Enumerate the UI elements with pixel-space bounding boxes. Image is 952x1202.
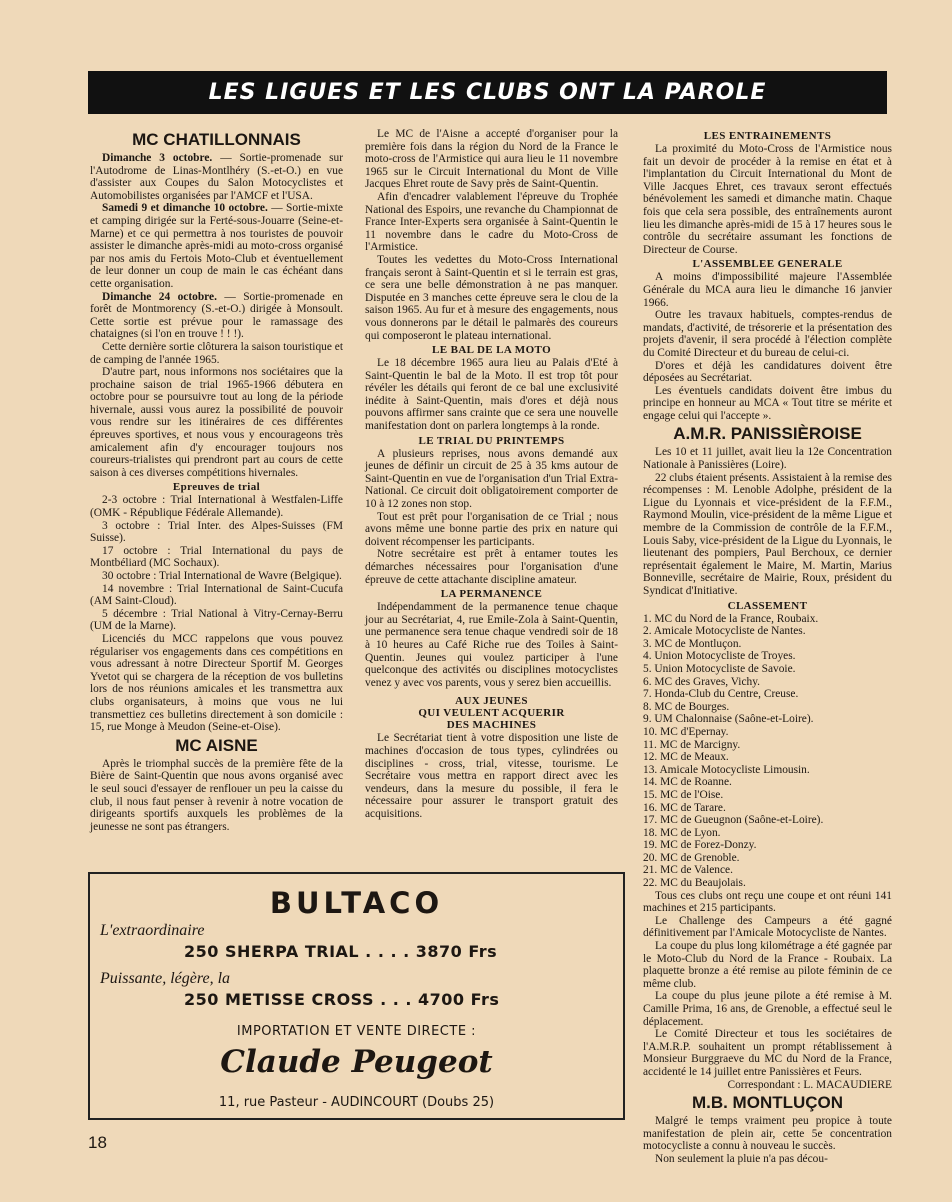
paragraph: Notre secrétaire est prêt à entamer toutes les démarches nécessaires pour l'organisation d'une épreuve de cette attachante discipline amateur. [365, 548, 618, 586]
column-1 [90, 128, 343, 833]
heading-amr: A.M.R. PANISSIÈROISE [673, 424, 862, 444]
heading-entrainements: LES ENTRAINEMENTS [703, 130, 832, 142]
heading-classement: CLASSEMENT [727, 599, 808, 612]
event-item: 30 octobre : Trial International de Wavre (Belgique). [102, 570, 342, 582]
event-item: 14 novembre : Trial International de Saint-Cucufa (AM Saint-Cloud). [90, 582, 343, 608]
heading-trial: LE TRIAL DU PRINTEMPS [418, 434, 565, 447]
paragraph: La coupe du plus long kilométrage a été gagnée par le Moto-Club du Nord de la France - Roubaix. La plaquette bronze a été remise au pilote féminin de ce même club. [643, 940, 892, 990]
page-number: 18 [88, 1133, 107, 1152]
list-item: 22. MC du Beaujolais. [643, 877, 746, 890]
column-3 [643, 128, 892, 1166]
date-lead: Dimanche 24 octobre. [102, 290, 217, 303]
list-item: 4. Union Motocycliste de Troyes. [643, 650, 796, 663]
paragraph: Toutes les vedettes du Moto-Cross International français seront à Saint-Quentin et si le terrain est gras, ce sera une belle démonstration à ne pas manquer. Disputée en 3 manches cette épreuve sera le clou de la saison 1965. Au fur et à mesure des engagements, nous vous donnerons par le détail le palmarès des coureurs qui composeront le plateau international. [365, 253, 618, 342]
event-item: 5 décembre : Trial National à Vitry-Cernay-Berru (UM de la Marne). [90, 607, 343, 633]
list-item: 5. Union Motocycliste de Savoie. [643, 662, 796, 675]
paragraph-text: — Sortie-promenade sur l'Autodrome de Linas-Montlhéry (S.-et-O.) en vue d'assister aux Coupes du Salon Motocyclistes et Automobilistes organisées par l'AMCF et l'USA. [90, 152, 343, 202]
paragraph: Cette dernière sortie clôturera la saison touristique et de camping de l'année 1965. [90, 340, 343, 366]
bultaco-advertisement [88, 872, 625, 1120]
paragraph: Non seulement la pluie n'a pas décou- [655, 1152, 828, 1165]
list-item: 19. MC de Forez-Donzy. [643, 839, 757, 852]
date-lead: Samedi 9 et dimanche 10 octobre. [102, 202, 268, 215]
list-item: 11. MC de Marcigny. [643, 738, 741, 751]
event-item: 2-3 octobre : Trial International à Westfalen-Liffe (OMK - République Fédérale Allemande). [90, 494, 343, 520]
list-item: 12. MC de Meaux. [643, 751, 729, 764]
list-item: 16. MC de Tarare. [643, 801, 726, 814]
list-item: 17. MC de Gueugnon (Saône-et-Loire). [643, 814, 824, 827]
ad-tagline: L'extraordinaire [100, 922, 205, 939]
section-banner: LES LIGUES ET LES CLUBS ONT LA PAROLE [88, 71, 887, 114]
list-item: 3. MC de Montluçon. [643, 637, 742, 650]
column-2 [365, 128, 618, 821]
paragraph: Licenciés du MCC rappelons que vous pouvez régulariser vos engagements dans ces compétitions en vous adressant à notre Directeur Sportif M. Georges Yvetot qui se chargera de la réception de vos bulletins lors de nos réunions amicales et les transmettra aux clubs organisateurs, à moins que vous ne lui transmettiez ces bulletins directement à son domicile : 15, rue Monge à Meudon (Seine-et-Oise). [90, 632, 343, 734]
heading-line: DES MACHINES [446, 719, 537, 732]
paragraph: Les éventuels candidats doivent être imbus du principe en honneur au MCA « Tout titre se mérite et engage celui qui l'accepte ». [643, 384, 892, 422]
list-item: 8. MC de Bourges. [643, 700, 730, 713]
paragraph: Outre les travaux habituels, comptes-rendus de mandats, d'activité, de trésorerie et la présentation des projets d'avenir, il sera procédé à l'élection complète du Comité Directeur et du bureau de celui-ci. [643, 309, 892, 359]
ad-address: 11, rue Pasteur - AUDINCOURT (Doubs 25) [218, 1095, 495, 1110]
paragraph: D'ores et déjà les candidatures doivent être déposées au Secrétariat. [643, 359, 892, 385]
paragraph: Le MC de l'Aisne a accepté d'organiser pour la première fois dans la région du Nord de la France le moto-cross de l'Armistice qui aura lieu le 11 novembre 1965 sur le Circuit International du Mont de Ville Jacques Ehret route de Savy près de Saint-Quentin. [365, 128, 618, 191]
paragraph: Tout est prêt pour l'organisation de ce Trial ; nous avons même une bonne partie des prix en nature qui doivent récompenser les participants. [365, 510, 618, 548]
heading-line: AUX JEUNES [455, 695, 528, 708]
list-item: 20. MC de Grenoble. [643, 851, 740, 864]
event-item: 3 octobre : Trial Inter. des Alpes-Suisses (FM Suisse). [90, 519, 343, 545]
paragraph-text: — Sortie-promenade en forêt de Montmorency (S.-et-O.) dirigée à Monsoult. Cette sortie est prévue pour le ramassage des chataignes (si l'on en trouve ! ! !). [90, 290, 343, 341]
paragraph: Malgré le temps vraiment peu propice à toute manifestation de plein air, cette 5e concentration motocycliste a connu à nouveau le succès. [643, 1115, 892, 1153]
event-item: 17 octobre : Trial International du pays de Montbéliard (MC Sochaux). [90, 544, 343, 570]
paragraph: Indépendamment de la permanence tenue chaque jour au Secrétariat, 4, rue Emile-Zola à Saint-Quentin, une permanence sera tenue chaque vendredi soir de 18 à 10 heures au Café Riche rue des Toiles à Saint-Quentin. Jeunes qui voulez participer à l'une quelconque des activités ou disciplines motocyclistes venez y avec vos parents, vous y serez bien accueillis. [365, 601, 618, 689]
heading-mc-chatillonnais: MC CHATILLONNAIS [132, 130, 301, 149]
heading-line: QUI VEULENT ACQUERIR [418, 707, 565, 720]
list-item: 2. Amicale Motocycliste de Nantes. [643, 625, 806, 638]
list-item: 10. MC d'Epernay. [643, 725, 729, 738]
heading-epreuves: Epreuves de trial [172, 481, 261, 494]
paragraph: 22 clubs étaient présents. Assistaient à la remise des récompenses : M. Lenoble Adolphe, président de la Ligue du Lyonnais et vice-président de la F.F.M., Raymond Moulin, vice-président de la même Ligue et membre de la Commission de contrôle de la F.F.M., Louis Saby, vice-président de la Ligue du Lyonnais, le lieutenant des pompiers, Paul Berchoux, ce dernier représentait également le Maire, M. Martin, Marius Bonneville, secrétaire de Mairie, Roux, président du Syndicat d'Initiative. [643, 471, 892, 597]
heading-assemblee: L'ASSEMBLEE GENERALE [692, 258, 843, 271]
brand-logo: BULTACO [269, 886, 444, 920]
list-item: 13. Amicale Motocycliste Limousin. [643, 763, 810, 776]
heading-permanence: LA PERMANENCE [440, 588, 543, 601]
list-item: 9. UM Chalonnaise (Saône-et-Loire). [643, 713, 814, 726]
classement-list [643, 613, 892, 890]
date-lead: Dimanche 3 octobre. [102, 152, 213, 164]
ad-import-line: IMPORTATION ET VENTE DIRECTE : [236, 1024, 477, 1039]
paragraph [90, 152, 343, 202]
heading-mc-aisne: MC AISNE [175, 735, 258, 755]
paragraph: Le 18 décembre 1965 aura lieu au Palais d'Eté à Saint-Quentin le bal de la Moto. Il est trop tôt pour révéler les détails qui feront de ce bal une exclusivité inédite à Saint-Quentin, mais d'ores et déjà nous pouvons affirmer sans crainte que ce sera une nouvelle manifestation dont on parlera longtemps à la ronde. [365, 357, 618, 433]
heading-mb-montlucon: M.B. MONTLUÇON [691, 1093, 844, 1113]
list-item: 21. MC de Valence. [643, 864, 733, 877]
heading-jeunes [365, 695, 618, 731]
heading-bal: LE BAL DE LA MOTO [431, 344, 552, 357]
paragraph: Le Secrétariat tient à votre disposition une liste de machines d'occasion de tous types, cylindrées ou disciplines - cross, trial, vitesse, tourisme. Le Secrétaire vous mettra en rapport direct avec les vendeurs, dans la mesure du possible, il fera le nécessaire pour assurer le transport gratuit des acquisitions. [365, 732, 618, 820]
ad-price-line: 250 METISSE CROSS . . . 4700 Frs [184, 990, 500, 1009]
paragraph: Après le triomphal succès de la première fête de la Bière de Saint-Quentin que nous avons organisé avec le seul souci d'essayer de renflouer un peu la caisse du club, il nous faut penser à revenir à notre vocation de dirigeants sportifs auxquels les problèmes de la jeunesse ne sont pas étrangers. [90, 757, 343, 833]
paragraph: Afin d'encadrer valablement l'épreuve du Trophée National des Espoirs, une revanche du Championnat de France Inter-Experts sera organisée à Saint-Quentin le 11 novembre dans le cadre du Moto-Cross de l'Armistice. [365, 190, 618, 254]
paragraph: A moins d'impossibilité majeure l'Assemblée Générale du MCA aura lieu le dimanche 16 janvier 1966. [643, 271, 892, 309]
paragraph-text: — Sortie-mixte et camping dirigée sur la Ferté-sous-Jouarre (Seine-et-Marne) et ce qui permettra à nos touristes de pouvoir assister le dimanche après-midi au moto-cross organisé par nos amis du Fertois Moto-Club et éventuellement de leur donner un coup de main le cas échéant dans cette organisation. [90, 202, 343, 290]
ad-tagline: Puissante, légère, la [100, 970, 231, 987]
list-item: 18. MC de Lyon. [643, 826, 721, 839]
dealer-signature: Claude Peugeot [220, 1044, 493, 1080]
list-item: 6. MC des Graves, Vichy. [643, 675, 761, 688]
correspondent: Correspondant : L. MACAUDIERE [727, 1078, 892, 1091]
paragraph [90, 291, 343, 341]
paragraph: Les 10 et 11 juillet, avait lieu la 12e Concentration Nationale à Panissières (Loire). [643, 446, 892, 472]
paragraph: Tous ces clubs ont reçu une coupe et ont réuni 141 machines et 215 participants. [643, 889, 892, 915]
ad-price-line: 250 SHERPA TRIAL . . . . 3870 Frs [184, 942, 498, 961]
paragraph: Le Challenge des Campeurs a été gagné définitivement par l'Amicale Motocycliste de Nantes. [643, 914, 892, 940]
paragraph: La coupe du plus jeune pilote a été remise à M. Camille Prima, 16 ans, de Grenoble, a effectué seul le déplacement. [643, 990, 892, 1028]
paragraph: Le Comité Directeur et tous les sociétaires de l'A.M.R.P. souhaitent un prompt rétablissement à Monsieur Burggraeve du MC du Nord de la France, accidenté le 14 juillet entre Panissières et Feurs. [643, 1028, 892, 1078]
list-item: 15. MC de l'Oise. [643, 788, 724, 801]
list-item: 1. MC du Nord de la France, Roubaix. [643, 612, 819, 625]
paragraph: La proximité du Moto-Cross de l'Armistice nous fait un devoir de procéder à la remise en état et à l'implantation du Circuit International du Mont de Ville Jacques Ehret, ces travaux seront effectués bénévolement les samedi et dimanche matin. Chaque fois que cela sera possible, des entraînements auront lieu les dimanche après-midi de 15 à 17 heures sous le contrôle du secrétaire assumant les fonctions de Directeur de Course. [643, 143, 892, 256]
paragraph: A plusieurs reprises, nous avons demandé aux jeunes de définir un circuit de 25 à 35 kms autour de Saint-Quentin en vue de l'organisation d'un Trial Extra-National. Ce circuit doit obligatoirement comporter de 10 à 12 zones non stop. [365, 447, 618, 511]
list-item: 14. MC de Roanne. [643, 776, 732, 789]
list-item: 7. Honda-Club du Centre, Creuse. [643, 688, 799, 701]
paragraph: D'autre part, nous informons nos sociétaires que la prochaine saison de trial 1965-1966 débutera en octobre pour se poursuivre tout au long de la période hivernale, aussi vous aurez la possibilité de pouvoir vous rendre sur les itinéraires de ces différentes épreuves sportives, et nous vous y encourageons très amicalement afin d'y encourager toujours nos coureurs-trialistes qui prendront part au cours de cette saison à ces diverses compétitions hivernales. [90, 366, 343, 479]
paragraph [90, 202, 343, 290]
